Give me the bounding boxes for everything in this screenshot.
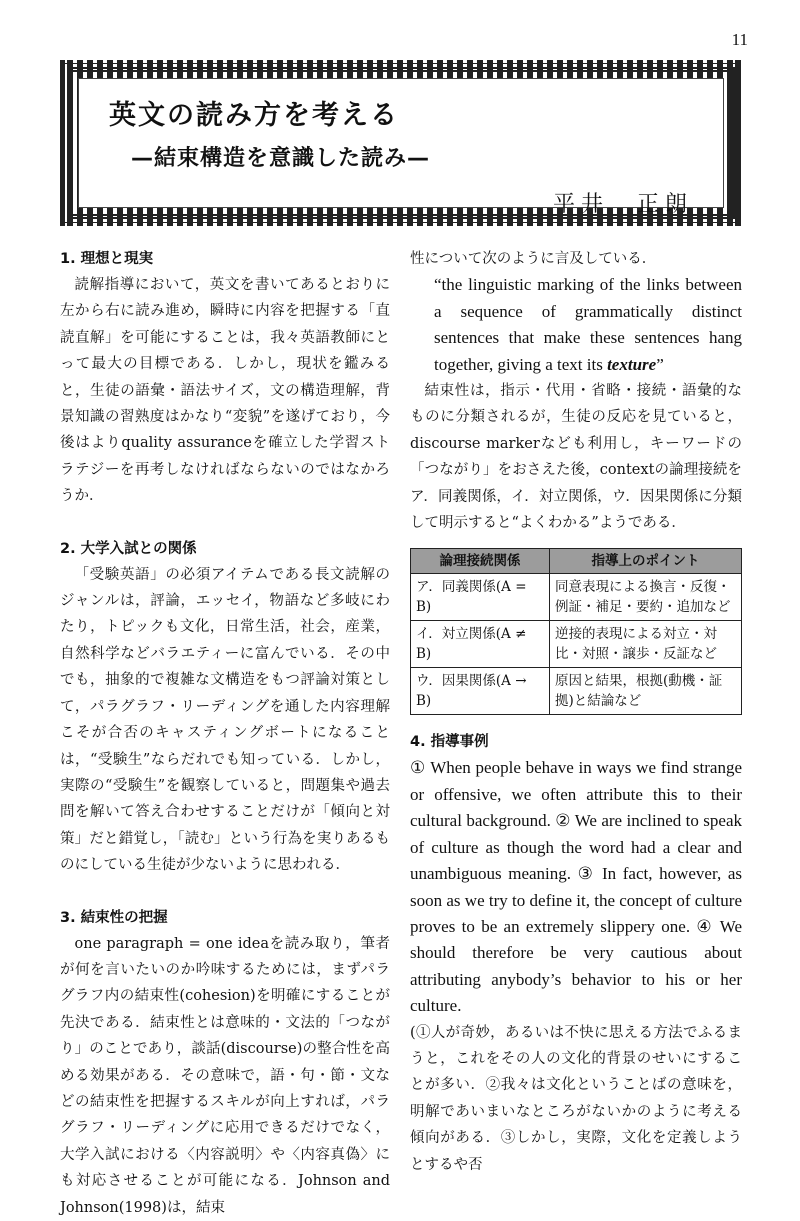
table-cell-point: 同意表現による換言・反復・例証・補足・要約・追加など [550,574,742,621]
subtitle: —結束構造を意識した読み— [131,146,431,171]
quote-emphasis: texture [607,354,657,374]
table-header-point: 指導上のポイント [550,549,742,574]
page-number: 11 [731,30,748,49]
example-english-passage: ① When people behave in ways we find strange or offensive, we often attribute this to their cultural background. ② We are inclined to speak of culture as though the word had a clear and unambiguous meaning. ③ In fact, however, as soon as we try to define it, the concept of culture proves to be an extremely slippery one. ④ We should therefore be very cautious about attributing anybody’s behavior to his or her culture. [410,758,742,1016]
logic-relation-table [410,548,742,715]
quote-text: “the linguistic marking of the links between a sequence of grammatically distinct sentences that make these sentences hang together, giving a text its [434,275,742,374]
left-column [60,246,390,1221]
section-3-paragraph: one paragraph = one ideaを読み取り，筆者が何を言いたいのか吟味するためには，まずパラグラフ内の結束性(cohesion)を明確にすることが先決である．結束性とは意味的・文法的「つながり」のことであり，談話(discourse)の整合性を高める効果がある．その意味で，語・句・節・文などの結束性を把握するスキルが向上すれば，パラグラフ・リーディングに応用できるだけでなく，大学入試における〈内容説明〉や〈内容真偽〉にも対応させることが可能になる．Johnson and Johnson(1998)は，結束 [60,935,390,1216]
section-1-heading: 1. 理想と現実 [60,251,154,267]
example-japanese-translation: (①人が奇妙，あるいは不快に思える方法でふるまうと，これをその人の文化的背景のせいにすることが多い．②我々は文化ということばの意味を，明解であいまいなところがないかのように考える傾向がある．③しかし，実際，文化を定義しようとするや否 [410,1024,742,1173]
table-cell-relation: イ．対立関係(A ≠ B) [411,621,550,668]
section-3-heading: 3. 結束性の把握 [60,909,168,926]
main-title: 英文の読み方を考える [109,100,399,131]
table-cell-relation: ア．同義関係(A = B) [411,574,550,621]
quote-close: ” [656,354,664,374]
section-1-paragraph: 読解指導において，英文を書いてあるとおりに左から右に読み進め，瞬時に内容を把握する「直読直解」を可能にすることは，我々英語教師にとって最大の目標である．しかし，現状を鑑みると，生徒の語彙・語法サイズ，文の構造理解，背景知識の習熟度はかなり“変貌”を遂げており，今後はよりquality assuranceを確立した学習ストラテジーを再考しなければならないのではなかろうか． [60,277,390,505]
section-4-heading: 4. 指導事例 [410,734,489,751]
table-cell-point: 原因と結果，根拠(動機・証拠)と結論など [550,668,742,715]
title-inner [78,78,724,217]
continued-paragraph: 性について次のように言及している． [410,251,657,267]
table-header-row [411,549,742,574]
table-row [411,574,742,621]
table-row [411,668,742,715]
table-header-relation: 論理接続関係 [411,549,550,574]
table-row [411,621,742,668]
section-2-paragraph: 「受験英語」の必須アイテムである長文読解のジャンルは，評論，エッセイ，物語など多岐にわたり，トピックも文化，日常生活，社会，産業，自然科学などバラエティーに富んでいる．その中でも，抽象的で複雑な文構造をもつ評論対策として，パラグラフ・リーディングを通した内容理解こそが合否のキャスティングボートになることは，“受験生”ならだれでも知っている．しかし，実際の“受験生”を観察していると，問題集や過去問を解いて答え合わせすることだけが「傾向と対策」だと錯覚し，「読む」という行為を実りあるものにしている生徒が少ないように思われる． [60,566,390,874]
definition-quote [434,272,742,378]
cohesion-paragraph: 結束性は，指示・代用・省略・接続・語彙的なものに分類されるが，生徒の反応を見ていると，discourse markerなども利用し，キーワードの「つながり」をおさえた後，contextの論理接続を ア．同義関係，イ．対立関係，ウ．因果関係に分類して明示すると“よくわかる”ようである． [410,383,742,532]
table-cell-point: 逆接的表現による対立・対比・対照・譲歩・反証など [550,621,742,668]
right-column [410,246,742,1178]
author-name: 平井 正朗 [552,192,693,217]
table-cell-relation: ウ．因果関係(A → B) [411,668,550,715]
title-box [60,60,742,226]
section-2-heading: 2. 大学入試との関係 [60,540,197,557]
